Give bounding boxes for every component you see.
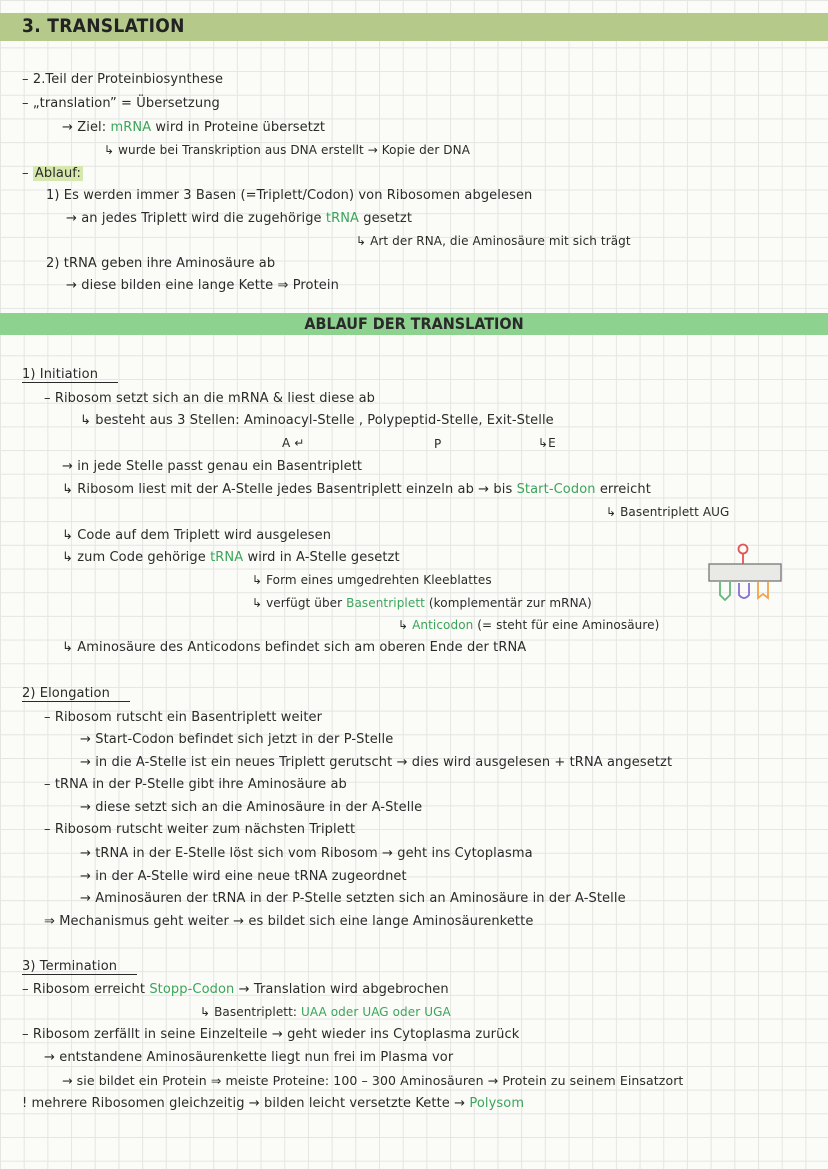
ziel-rest: wird in Proteine übersetzt [151,120,326,135]
l10-prefix: ↳ [398,618,413,632]
l7-prefix: ↳ zum Code gehörige [62,550,211,565]
initiation-heading-text: 1) Initiation [22,367,118,383]
ziel-mrna: mRNA [110,120,152,135]
ablauf-step-2: 2) tRNA geben ihre Aminosäure ab [46,256,276,271]
l9-prefix: ↳ verfügt über [252,596,347,610]
base-green [720,582,730,600]
l10-anticodon: Anticodon [412,618,474,632]
initiation-line-3: → in jede Stelle passt genau ein Basentriplett [62,459,363,474]
ablauf-step-1-sub2: ↳ Art der RNA, die Aminosäure mit sich trägt [356,234,631,248]
elongation-line: – Ribosom rutscht ein Basentriplett weiter [44,710,323,725]
l9-basentriplett: Basentriplett [346,596,425,610]
step1-sub-prefix: → an jedes Triplett wird die zugehörige [66,211,326,226]
initiation-line-5: ↳ Basentriplett AUG [606,505,730,519]
elongation-line: → Start-Codon befindet sich jetzt in der P-Stelle [80,732,394,747]
termination-heading [22,959,137,975]
t1-rest: → Translation wird abgebrochen [234,982,449,997]
initiation-heading [22,367,118,383]
t2-prefix: ↳ Basentriplett: [200,1005,301,1019]
ziel-sub: ↳ wurde bei Transkription aus DNA erstellt → Kopie der DNA [104,143,471,157]
termination-line-4: → entstandene Aminosäurenkette liegt nun frei im Plasma vor [44,1050,454,1065]
mark-e: ↳E [538,436,556,450]
t2-codons: UAA oder UAG oder UGA [300,1005,451,1019]
initiation-line-2: ↳ besteht aus 3 Stellen: Aminoacyl-Stelle , Polypeptid-Stelle, Exit-Stelle [80,413,554,428]
termination-line-6 [22,1096,524,1112]
termination-line-1 [22,982,449,998]
termination-line-2 [200,1004,451,1020]
elongation-line: → Aminosäuren der tRNA in der P-Stelle setzten sich an Aminosäure in der A-Stelle [80,891,626,906]
base-purple [739,583,749,598]
initiation-line-7 [62,550,400,566]
ziel-line [62,120,325,136]
base-orange [758,582,768,598]
l7-rest: wird in A-Stelle gesetzt [243,550,400,565]
l10-rest: (= steht für eine Aminosäure) [473,618,660,632]
t1-prefix: – Ribosom erreicht [22,982,150,997]
page-title: 3. TRANSLATION [22,15,185,37]
elongation-heading [22,686,130,702]
t6-ribosomen: Ribosomen gleichzeitig [91,1096,245,1111]
ziel-prefix: → Ziel: [62,120,111,135]
step1-sub-rest: gesetzt [359,211,413,226]
elongation-line: ⇒ Mechanismus geht weiter → es bildet sich eine lange Aminosäurenkette [44,914,534,929]
initiation-line-6: ↳ Code auf dem Triplett wird ausgelesen [62,528,332,543]
ablauf-label: Ablauf: [34,166,81,181]
initiation-line-1: – Ribosom setzt sich an die mRNA & liest diese ab [44,391,375,406]
ablauf-heading [22,166,83,182]
elongation-line: → in die A-Stelle ist ein neues Triplett gerutscht → dies wird ausgelesen + tRNA angesetzt [80,755,673,770]
elongation-line: – tRNA in der P-Stelle gibt ihre Aminosäure ab [44,777,347,792]
l4-prefix: ↳ Ribosom liest mit der A-Stelle jedes Basentriplett einzeln ab → bis [62,482,517,497]
trna-body [709,564,781,581]
elongation-line: → in der A-Stelle wird eine neue tRNA zugeordnet [80,869,407,884]
mark-p: P [434,437,442,451]
elongation-line: – Ribosom rutscht weiter zum nächsten Triplett [44,822,356,837]
initiation-line-10 [398,617,659,633]
termination-heading-text: 3) Termination [22,959,137,975]
amino-acid-circle [739,545,748,554]
elongation-line: → diese setzt sich an die Aminosäure in der A-Stelle [80,800,423,815]
initiation-line-8: ↳ Form eines umgedrehten Kleeblattes [252,573,492,587]
mark-a: A ↵ [282,436,305,450]
trna-cloverleaf-icon [706,543,786,605]
t6-prefix: ! mehrere [22,1096,92,1111]
initiation-line-11: ↳ Aminosäure des Anticodons befindet sich am oberen Ende der tRNA [62,640,527,655]
step1-sub-trna: tRNA [325,211,360,226]
t1-stop-codon: Stopp-Codon [149,982,235,997]
elongation-heading-text: 2) Elongation [22,686,130,702]
intro-line-2: – „translation” = Übersetzung [22,96,220,111]
l4-rest: erreicht [595,482,651,497]
t6-mid: → bilden leicht versetzte Kette → [244,1096,470,1111]
intro-line-1: – 2.Teil der Proteinbiosynthese [22,72,224,87]
l9-rest: (komplementär zur mRNA) [424,596,592,610]
initiation-line-9 [252,595,592,611]
termination-line-3: – Ribosom zerfällt in seine Einzelteile → geht wieder ins Cytoplasma zurück [22,1027,520,1042]
ablauf-dash: – [22,166,33,181]
elongation-line: → tRNA in der E-Stelle löst sich vom Ribosom → geht ins Cytoplasma [80,846,533,861]
ablauf-step-1: 1) Es werden immer 3 Basen (=Triplett/Codon) von Ribosomen abgelesen [46,188,533,203]
l7-trna: tRNA [210,550,244,565]
ablauf-step-2-sub: → diese bilden eine lange Kette ⇒ Protein [66,278,339,293]
section-title: ABLAUF DER TRANSLATION [304,314,524,333]
initiation-line-4 [62,482,651,498]
termination-line-5: → sie bildet ein Protein ⇒ meiste Proteine: 100 – 300 Aminosäuren → Protein zu seinem Einsatzort [62,1073,684,1088]
t6-polysom: Polysom [469,1096,525,1111]
ablauf-step-1-sub [66,211,412,227]
l4-start-codon: Start-Codon [516,482,596,497]
